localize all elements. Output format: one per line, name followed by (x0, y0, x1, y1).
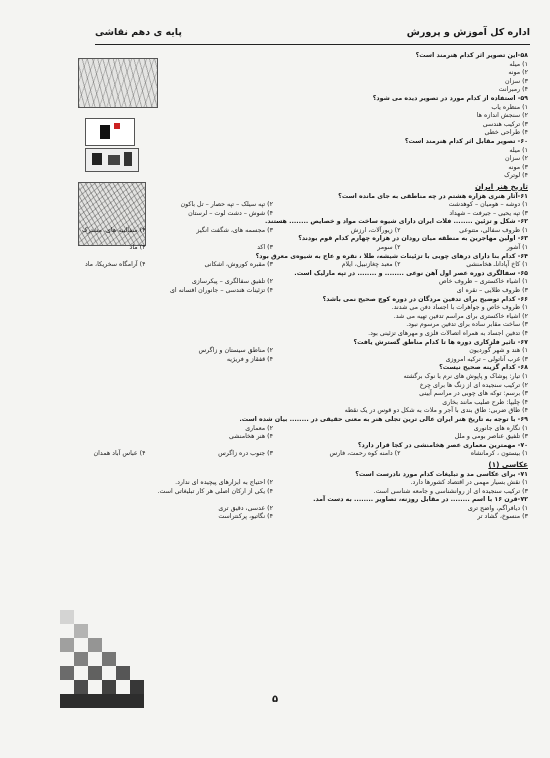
q61-opt2: ۲) تپه سیلک – تپه حصار – تل باکون (180, 201, 273, 209)
q63-opt3: ۳) اکد (257, 244, 273, 252)
q69-opt3: ۳) تلفیق عناصر بومی و ملل (454, 433, 528, 441)
section-title-art-history: تاریخ هنر ایران (474, 181, 528, 191)
q67-opt3: ۳) غرب آناتولی – ترکیه امروزی (445, 355, 528, 363)
q69-opt2: ۲) معماری (245, 424, 273, 432)
page-number: ۵ (271, 694, 279, 705)
q66-opt4: ۴) تدفین اجساد به همراه اتصالات فلزی و مهرهای تزئینی بود. (368, 330, 528, 337)
question-66: ۶۶- کدام توضیح برای تدفین مردگان در دوره کوچ صحیح نمی باشد؟ (322, 295, 528, 303)
q70-opt4: ۴) عباس آباد همدان (93, 450, 146, 458)
q72-opt1: ۱) دیافراگم، واضح تری (467, 504, 528, 512)
q62-opt3: ۳) مجسمه های، شگفت انگیز (196, 226, 273, 234)
question-59: ۵۹- استفاده از کدام مورد در تصویر دیده می شود؟ (372, 94, 528, 102)
q63-opt4: ۴) ماد (129, 244, 146, 252)
q64-opt4: ۴) آرامگاه سخریکا، ماد (84, 261, 146, 269)
q70-opt3: ۳) جنوب دره زاگرس (218, 450, 273, 458)
question-70: ۷۰- مهمترین معماری عصر هخامنشی در کجا قرار دارد؟ (357, 441, 528, 449)
question-69: ۶۹- با توجه به تاریخ هنر ایران عالی ترین تجلی هنر به معنی حقیقی در ........ بیان شده است. (239, 415, 528, 423)
q70-opt2: ۲) دامنه کوه رحمت، فارس (329, 450, 401, 458)
q67-opt1: ۱) هند و شهر گوردیون (469, 347, 528, 355)
q66-opt1: ۱) ظروف خاص و جواهرات با اجساد دفن می شدند. (391, 304, 528, 312)
q63-opt2: ۲) سومر (377, 244, 401, 252)
q65-opt1: ۱) اشیاء خاکستری – ظروف خاص (438, 278, 528, 286)
q60-opt1: ۱) میله (509, 146, 528, 154)
q58-opt2: ۲) مونه (508, 69, 528, 77)
question-58: ۵۸-این تصویر اثر کدام هنرمند است؟ (415, 52, 528, 59)
q60-opt3: ۳) مونه (508, 163, 528, 171)
q59-opt4: ۴) طراحی خطی (484, 129, 528, 137)
q72-opt3: ۳) منسوخ، گشاد تر (477, 513, 528, 521)
q58-opt1: ۱) میله (509, 60, 528, 68)
q62-opt2: ۲) زیورآلات، ارزش (350, 226, 401, 234)
q65-opt2: ۲) تلفیق سفالگری – پیکرسازی (191, 278, 273, 286)
q70-opt1: ۱) بیستون ، کرمانشاه (470, 450, 528, 458)
question-64: ۶۴- کدام بنا دارای درهای چوبی با تزئینات شیشه، طلا ، نقره و عاج به شیوه‌ی معرق بود؟ (255, 252, 528, 260)
q67-opt4: ۴) قفقاز و فریژیه (226, 355, 273, 363)
q71-opt1: ۱) نقش بسیار مهمی در اقتصاد کشورها دارد. (410, 479, 528, 487)
q71-opt2: ۲) احتیاج به ابزارهای پیچیده ای ندارد. (175, 479, 273, 487)
q63-opt1: ۱) آشور (506, 244, 528, 252)
q68-opt5: ۴) طاق ضربی: طاق بندی با آجر و ملات به شکل دو قوس در یک نقطه (344, 407, 528, 415)
q58-opt3: ۳) سزان (505, 77, 528, 85)
q66-opt3: ۳) ساخت مقابر ساده برای تدفین مرسوم نبود. (406, 321, 528, 329)
q72-opt2: ۲) عدسی، دقیق تری (218, 504, 273, 512)
q64-opt3: ۳) مقبره کوروش، اشکانی (204, 261, 273, 269)
q71-opt4: ۴) یکی از ارکان اصلی هر کار تبلیغاتی است. (157, 487, 273, 495)
section-title-photography: عکاسی (۱) (488, 459, 528, 469)
q71-opt3: ۳) ترکیب سنجیده ای از روانشناسی و جامعه شناسی است. (373, 487, 528, 495)
q68-opt4: ۴) چلیپا: طرح صلیب مانند بخاری (442, 398, 528, 406)
question-67: ۶۷- تاثیر فلزکاری دوره ها تا کدام مناطق گسترش یافت؟ (353, 338, 528, 346)
q61-opt1: ۱) دوشه – هومیان – کوهدشت (448, 201, 528, 209)
question-60: ۶۰- تصویر مقابل اثر کدام هنرمند است؟ (404, 137, 528, 145)
org-title: اداره کل آموزش و پرورش (406, 27, 530, 38)
page-header (95, 26, 530, 45)
q62-opt4: ۴) سفالینه های، مشترک (81, 226, 146, 234)
q66-opt2: ۲) اشیاء خاکستری برای مراسم تدفین تهیه می شد. (393, 312, 528, 320)
q68-opt2: ۲) ترکیب سنجیده ای از زنگ ها برای چرخ (419, 381, 528, 389)
q62-opt1: ۱) ظروف سفالی، متنوعی (459, 226, 528, 234)
q60-opt4: ۴) لوترک (504, 172, 528, 180)
q65-opt4: ۴) تزئینات هندسی – جانوران افسانه ای (169, 287, 273, 295)
question-71: ۷۱- برای عکاسی مد و تبلیغات کدام مورد نادرست است؟ (355, 470, 528, 478)
q69-opt1: ۱) نگاره های جانوری (473, 424, 528, 432)
q68-opt1: ۱) تیار: پوشاک و پاپوش های نرم با نوک برگشته (403, 372, 528, 380)
q59-opt3: ۳) ترکیب هندسی (482, 120, 528, 128)
q64-opt1: ۱) کاخ آپاداناـ هخامنشی (466, 261, 528, 269)
question-63: ۶۳- اولین مهاجرین به منطقه میان رودان در هزاره چهارم کدام قوم بودند؟ (298, 235, 528, 243)
question-62: ۶۲- شکل و تزئین ........ فلات ایران دارای شیوه ساخت مواد و خصایص ........ هستند. (264, 218, 528, 226)
grade-title: پایه ی دهم نقاشی (95, 27, 182, 38)
q72-opt4: ۴) نگاتیو، پرکنتراست (218, 513, 273, 521)
question-65: ۶۵- سفالگری دوره عصر اول آهن نوعی ........ و ........ در تپه مارلیک است. (294, 269, 528, 277)
q59-opt1: ۱) منظره یاب (491, 103, 528, 111)
q60-opt2: ۲) سزان (505, 155, 528, 163)
q65-opt3: ۳) ظروف طلایی – نقره ای (456, 287, 528, 295)
q69-opt4: ۴) هنر هخامنشی (229, 433, 273, 441)
question-68: ۶۸- کدام گزینه صحیح نیست؟ (439, 364, 528, 372)
q61-opt4: ۴) شوش – دشت لوت – لرستان (188, 209, 273, 217)
q58-opt4: ۴) رمبرانت (498, 86, 528, 94)
q64-opt2: ۲) معبد چغازنبیل، ایلام (341, 261, 401, 269)
question-72: ۷۲-قرن ۱۶ با اسم ........ در مقابل روزنه، تصاویر ........ به دست آمد. (313, 496, 528, 504)
q59-opt2: ۲) سنجش اندازه ها (476, 112, 528, 120)
question-61: ۶۱-آثار هنری هزاره هشتم در چه مناطقی به جای مانده است؟ (338, 192, 528, 200)
q61-opt3: ۳) تپه یحیی – جیرفت – شهداد (449, 209, 528, 217)
q68-opt3: ۳) برسم: توکه های چوبی در مراسم آیینی (419, 390, 528, 398)
q67-opt2: ۲) مناطق سیستان و زاگرس (198, 347, 273, 355)
